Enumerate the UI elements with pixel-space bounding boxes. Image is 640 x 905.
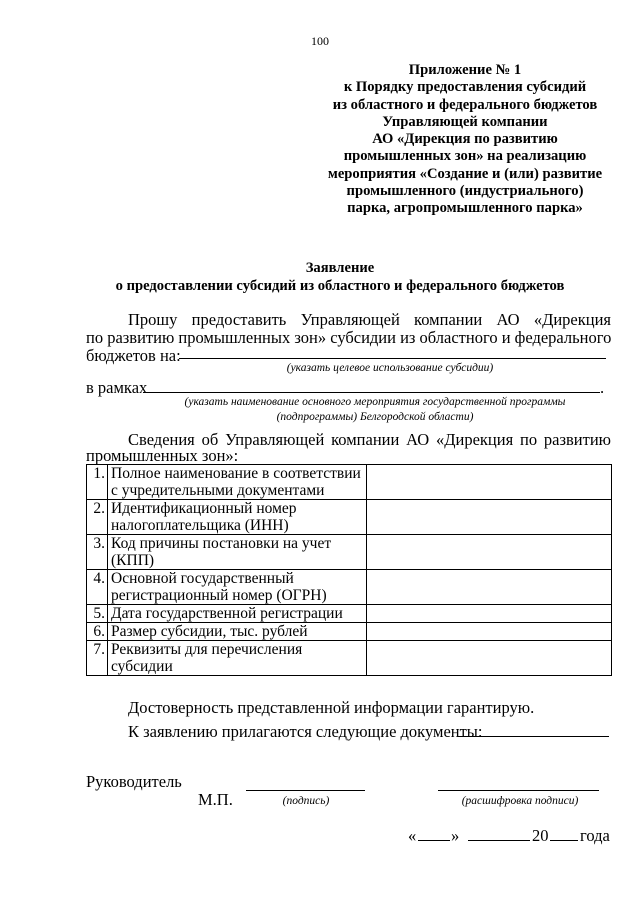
appendix-line: из областного и федерального бюджетов bbox=[332, 96, 598, 113]
signature-decode-hint: (расшифровка подписи) bbox=[461, 795, 579, 807]
row-label-line: Код причины постановки на учет bbox=[111, 535, 332, 552]
row-label bbox=[108, 465, 367, 500]
row-value-cell[interactable] bbox=[367, 641, 612, 676]
document-subtitle: о предоставлении субсидий из областного и федерального бюджетов bbox=[115, 278, 565, 294]
row-number: 6. bbox=[87, 623, 108, 641]
stamp-label: М.П. bbox=[198, 790, 233, 809]
row-label-line: Основной государственный bbox=[111, 570, 294, 587]
request-line-4: в рамках bbox=[86, 378, 148, 397]
appendix-header bbox=[300, 62, 630, 218]
row-number: 4. bbox=[87, 570, 108, 605]
row-label-line: Идентификационный номер bbox=[111, 500, 297, 517]
row-number: 1. bbox=[87, 465, 108, 500]
date-open-quote: « bbox=[408, 826, 417, 845]
table-row bbox=[87, 641, 612, 676]
company-info-table bbox=[86, 464, 612, 676]
row-number: 2. bbox=[87, 500, 108, 535]
row-label-line: Реквизиты для перечисления bbox=[111, 641, 303, 658]
purpose-hint: (указать целевое использование субсидии) bbox=[286, 362, 494, 374]
row-number: 7. bbox=[87, 641, 108, 676]
request-line-3: бюджетов на: bbox=[86, 346, 181, 365]
attachments-text: К заявлению прилагаются следующие документы: bbox=[128, 722, 483, 741]
request-line-1: Прошу предоставить Управляющей компании АО «Дирекция bbox=[128, 310, 611, 329]
row-value-cell[interactable] bbox=[367, 605, 612, 623]
appendix-line: Приложение № 1 bbox=[408, 62, 522, 78]
table-row bbox=[87, 535, 612, 570]
row-label-line: Полное наименование в соответствии bbox=[111, 465, 361, 482]
program-field[interactable] bbox=[143, 392, 600, 393]
row-number: 5. bbox=[87, 605, 108, 623]
row-label-line: Размер субсидии, тыс. рублей bbox=[111, 623, 308, 640]
appendix-line: к Порядку предоставления субсидий bbox=[343, 79, 587, 96]
info-intro-line-1: Сведения об Управляющей компании АО «Дирекция по развитию bbox=[128, 430, 611, 449]
date-close-quote: » bbox=[451, 826, 460, 845]
row-value-cell[interactable] bbox=[367, 500, 612, 535]
page-number: 100 bbox=[311, 34, 329, 48]
row-number: 3. bbox=[87, 535, 108, 570]
row-label bbox=[108, 641, 367, 676]
table-row bbox=[87, 623, 612, 641]
request-line-2: по развитию промышленных зон» субсидии из областного и федерального bbox=[86, 328, 612, 347]
signature-field[interactable] bbox=[246, 790, 365, 791]
row-label-line: с учредительными документами bbox=[111, 482, 325, 499]
appendix-line: мероприятия «Создание и (или) развитие bbox=[327, 165, 603, 182]
guarantee-text: Достоверность представленной информации гарантирую. bbox=[128, 698, 535, 717]
signer-role: Руководитель bbox=[86, 772, 182, 791]
row-label-line: (КПП) bbox=[111, 552, 155, 569]
table-row bbox=[87, 500, 612, 535]
table-row bbox=[87, 465, 612, 500]
row-value-cell[interactable] bbox=[367, 465, 612, 500]
row-label bbox=[108, 605, 367, 623]
appendix-line: промышленного (индустриального) bbox=[346, 183, 584, 200]
program-hint-2: (подпрограммы) Белгородской области) bbox=[276, 411, 474, 423]
appendix-line: парка, агропромышленного парка» bbox=[347, 200, 583, 217]
row-label-line: субсидии bbox=[111, 658, 173, 675]
row-label bbox=[108, 623, 367, 641]
row-value-cell[interactable] bbox=[367, 570, 612, 605]
row-label-line: Дата государственной регистрации bbox=[111, 605, 343, 622]
table-row bbox=[87, 570, 612, 605]
date-year-field[interactable] bbox=[550, 840, 578, 841]
date-year-prefix: 20 bbox=[532, 826, 549, 845]
row-value-cell[interactable] bbox=[367, 623, 612, 641]
row-label-line: налогоплательщика (ИНН) bbox=[111, 517, 289, 534]
appendix-line: Управляющей компании bbox=[382, 113, 548, 130]
info-intro-line-2: промышленных зон»: bbox=[86, 446, 239, 465]
signature-decode-field[interactable] bbox=[438, 790, 599, 791]
row-label-line: регистрационный номер (ОГРН) bbox=[111, 587, 327, 604]
date-day-field[interactable] bbox=[418, 840, 450, 841]
appendix-line: промышленных зон» на реализацию bbox=[343, 148, 587, 165]
program-hint-1: (указать наименование основного мероприятия государственной программы bbox=[184, 396, 566, 408]
date-month-field[interactable] bbox=[468, 840, 530, 841]
date-year-suffix: года bbox=[580, 826, 610, 845]
row-value-cell[interactable] bbox=[367, 535, 612, 570]
purpose-field[interactable] bbox=[179, 358, 606, 359]
signature-hint: (подпись) bbox=[282, 795, 330, 807]
document-title: Заявление bbox=[305, 260, 375, 276]
row-label bbox=[108, 500, 367, 535]
attachments-field[interactable] bbox=[457, 736, 609, 737]
table-row bbox=[87, 605, 612, 623]
row-label bbox=[108, 535, 367, 570]
row-label bbox=[108, 570, 367, 605]
request-line-4-end: . bbox=[600, 378, 605, 397]
appendix-line: АО «Дирекция по развитию bbox=[372, 131, 558, 148]
